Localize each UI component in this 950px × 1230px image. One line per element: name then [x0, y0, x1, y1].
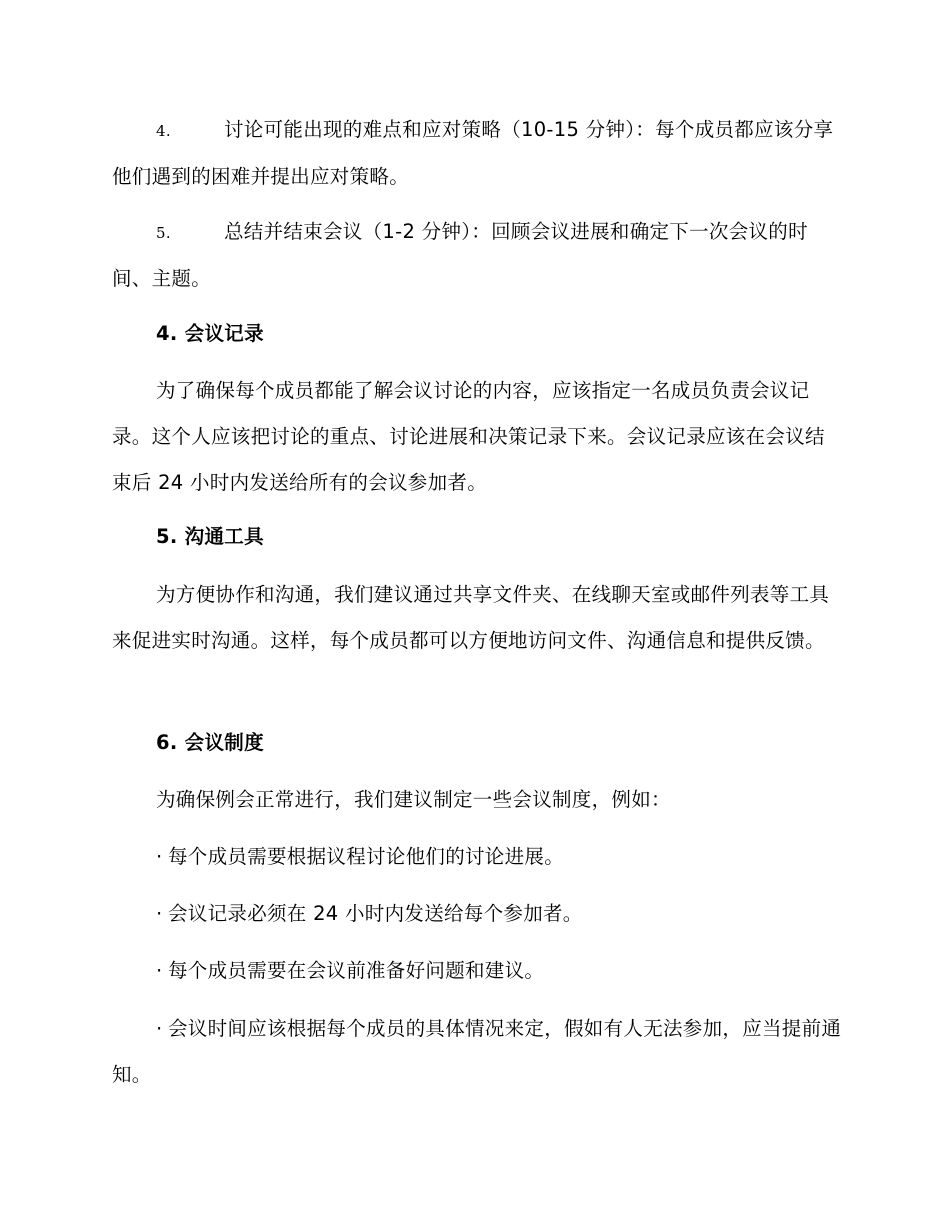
bullet-item — [112, 891, 842, 937]
item-text: 讨论可能出现的难点和应对策略（10-15 分钟）：每个成员都应该分享他们遇到的困难并提出应对策略。 — [112, 118, 834, 188]
paragraph-communication-tools: 为方便协作和沟通，我们建议通过共享文件夹、在线聊天室或邮件列表等工具来促进实时沟通。这样，每个成员都可以方便地访问文件、沟通信息和提供反馈。 — [112, 583, 830, 652]
bullet-symbol: · — [156, 902, 163, 925]
bullet-text: 会议时间应该根据每个成员的具体情况来定，假如有人无法参加，应当提前通知。 — [112, 1017, 842, 1086]
bullet-symbol: · — [156, 845, 163, 868]
section-heading-meeting-rules: 6. 会议制度 — [156, 731, 264, 754]
paragraph-meeting-records: 为了确保每个成员都能了解会议讨论的内容，应该指定一名成员负责会议记录。这个人应该把讨论的重点、讨论进展和决策记录下来。会议记录应该在会议结束后 24 小时内发送给所有的会议参加者。 — [112, 379, 825, 494]
section-heading-meeting-records: 4. 会议记录 — [156, 322, 264, 345]
bullet-text: 会议记录必须在 24 小时内发送给每个参加者。 — [168, 902, 583, 925]
bullet-symbol: · — [156, 1017, 163, 1040]
section-heading-communication-tools: 5. 沟通工具 — [156, 525, 264, 548]
bullet-symbol: · — [156, 959, 163, 982]
item-text: 总结并结束会议（1-2 分钟）：回顾会议进展和确定下一次会议的时间、主题。 — [112, 220, 808, 290]
bullet-text: 每个成员需要根据议程讨论他们的讨论进展。 — [168, 845, 565, 868]
bullet-item — [112, 1006, 842, 1098]
bullet-text: 每个成员需要在会议前准备好问题和建议。 — [168, 959, 545, 982]
paragraph-meeting-rules-intro: 为确保例会正常进行，我们建议制定一些会议制度，例如： — [156, 788, 671, 811]
bullet-item — [112, 834, 842, 880]
numbered-item-4 — [112, 107, 842, 200]
item-number: 4. — [156, 122, 171, 140]
item-number: 5. — [156, 224, 171, 242]
numbered-item-5 — [112, 209, 842, 302]
bullet-item — [112, 948, 842, 994]
